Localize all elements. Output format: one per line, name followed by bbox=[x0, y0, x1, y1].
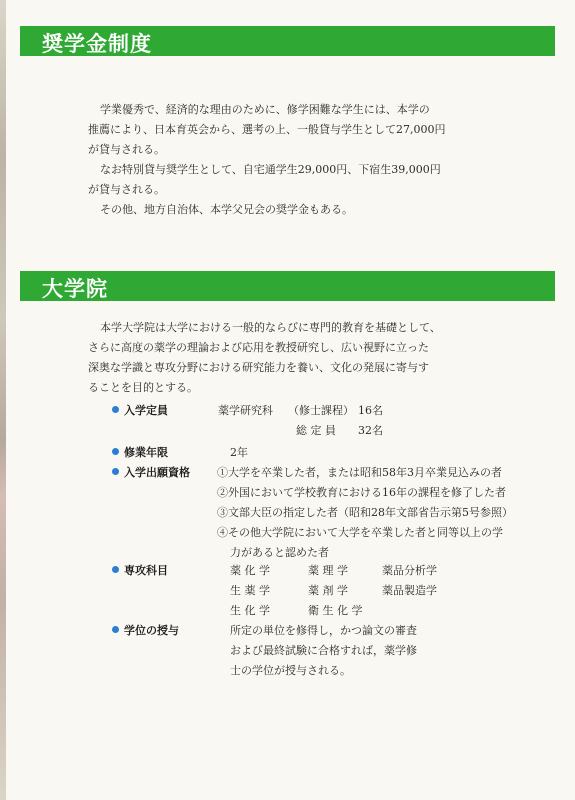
graduate-intro-line-4: ることを目的とする。 bbox=[88, 381, 198, 394]
graduate-intro bbox=[88, 318, 441, 398]
graduate-heading: 大学院 bbox=[42, 277, 108, 301]
graduate-intro-line-3: 深奥な学識と専攻分野における研究能力を養い、文化の発展に寄与す bbox=[88, 361, 429, 374]
scholarship-line-3: が貸与される。 bbox=[88, 143, 165, 156]
eligibility-item-3: ③文部大臣の指定した者（昭和28年文部省告示第5号参照） bbox=[217, 506, 513, 519]
subject-yakuzaigaku: 薬 剤 学 bbox=[308, 584, 348, 597]
admission-label: 入学定員 bbox=[124, 404, 168, 417]
admission-total-label: 総 定 員 bbox=[296, 424, 336, 437]
subject-seikagaku: 生 化 学 bbox=[230, 604, 270, 617]
graduate-intro-line-2: さらに高度の薬学の理論および応用を教授研究し、広い視野に立った bbox=[88, 341, 429, 354]
scholarship-body bbox=[88, 100, 446, 220]
duration-label: 修業年限 bbox=[124, 446, 168, 459]
graduate-heading-bar bbox=[20, 271, 555, 301]
eligibility-label-row bbox=[112, 464, 190, 480]
subject-eisei-kagaku: 衛 生 化 学 bbox=[308, 604, 363, 617]
subject-seizo: 薬品製造学 bbox=[382, 584, 437, 597]
scholarship-line-4: なお特別貸与奨学生として、自宅通学生29,000円、下宿生39,000円 bbox=[100, 163, 441, 176]
bullet-icon bbox=[112, 448, 119, 455]
scholarship-heading: 奨学金制度 bbox=[42, 32, 152, 56]
subject-shoyakugaku: 生 薬 学 bbox=[230, 584, 270, 597]
degree-line-2: および最終試験に合格すれば，薬学修 bbox=[230, 644, 417, 657]
bullet-icon bbox=[112, 566, 119, 573]
eligibility-item-4-cont: 力があると認めた者 bbox=[230, 546, 329, 559]
eligibility-item-1: ①大学を卒業した者，または昭和58年3月卒業見込みの者 bbox=[217, 466, 502, 479]
subject-yakkagaku: 薬 化 学 bbox=[230, 564, 270, 577]
graduate-intro-line-1: 本学大学院は大学における一般的ならびに専門的教育を基礎として、 bbox=[100, 321, 441, 334]
scholarship-line-5: が貸与される。 bbox=[88, 183, 165, 196]
admission-course-count: 16名 bbox=[358, 404, 383, 417]
subjects-label-row bbox=[112, 562, 168, 578]
admission-program: 薬学研究科 bbox=[218, 404, 273, 417]
duration-label-row bbox=[112, 444, 168, 460]
scholarship-line-2: 推薦により、日本育英会から、選考の上、一般貸与学生として27,000円 bbox=[88, 123, 446, 136]
scholarship-line-1: 学業優秀で、経済的な理由のために、修学困難な学生には、本学の bbox=[100, 103, 430, 116]
admission-course: （修士課程） bbox=[288, 404, 354, 417]
bullet-icon bbox=[112, 468, 119, 475]
duration-value: 2年 bbox=[230, 446, 248, 459]
eligibility-item-4: ④その他大学院において大学を卒業した者と同等以上の学 bbox=[217, 526, 503, 539]
degree-label-row bbox=[112, 622, 179, 638]
degree-line-3: 士の学位が授与される。 bbox=[230, 664, 351, 677]
bullet-icon bbox=[112, 626, 119, 633]
degree-label: 学位の授与 bbox=[124, 624, 179, 637]
subjects-label: 専攻科目 bbox=[124, 564, 168, 577]
subject-bunseki: 薬品分析学 bbox=[382, 564, 437, 577]
scholarship-line-6: その他、地方自治体、本学父兄会の奨学金もある。 bbox=[100, 203, 353, 216]
subject-yakurigaku: 薬 理 学 bbox=[308, 564, 348, 577]
scholarship-heading-bar bbox=[20, 26, 555, 56]
eligibility-item-2: ②外国において学校教育における16年の課程を修了した者 bbox=[217, 486, 506, 499]
degree-line-1: 所定の単位を修得し，かつ論文の審査 bbox=[230, 624, 417, 637]
admission-total-count: 32名 bbox=[358, 424, 383, 437]
bullet-icon bbox=[112, 406, 119, 413]
admission-label-row bbox=[112, 402, 168, 418]
eligibility-label: 入学出願資格 bbox=[124, 466, 190, 479]
page-edge-strip bbox=[0, 0, 6, 800]
